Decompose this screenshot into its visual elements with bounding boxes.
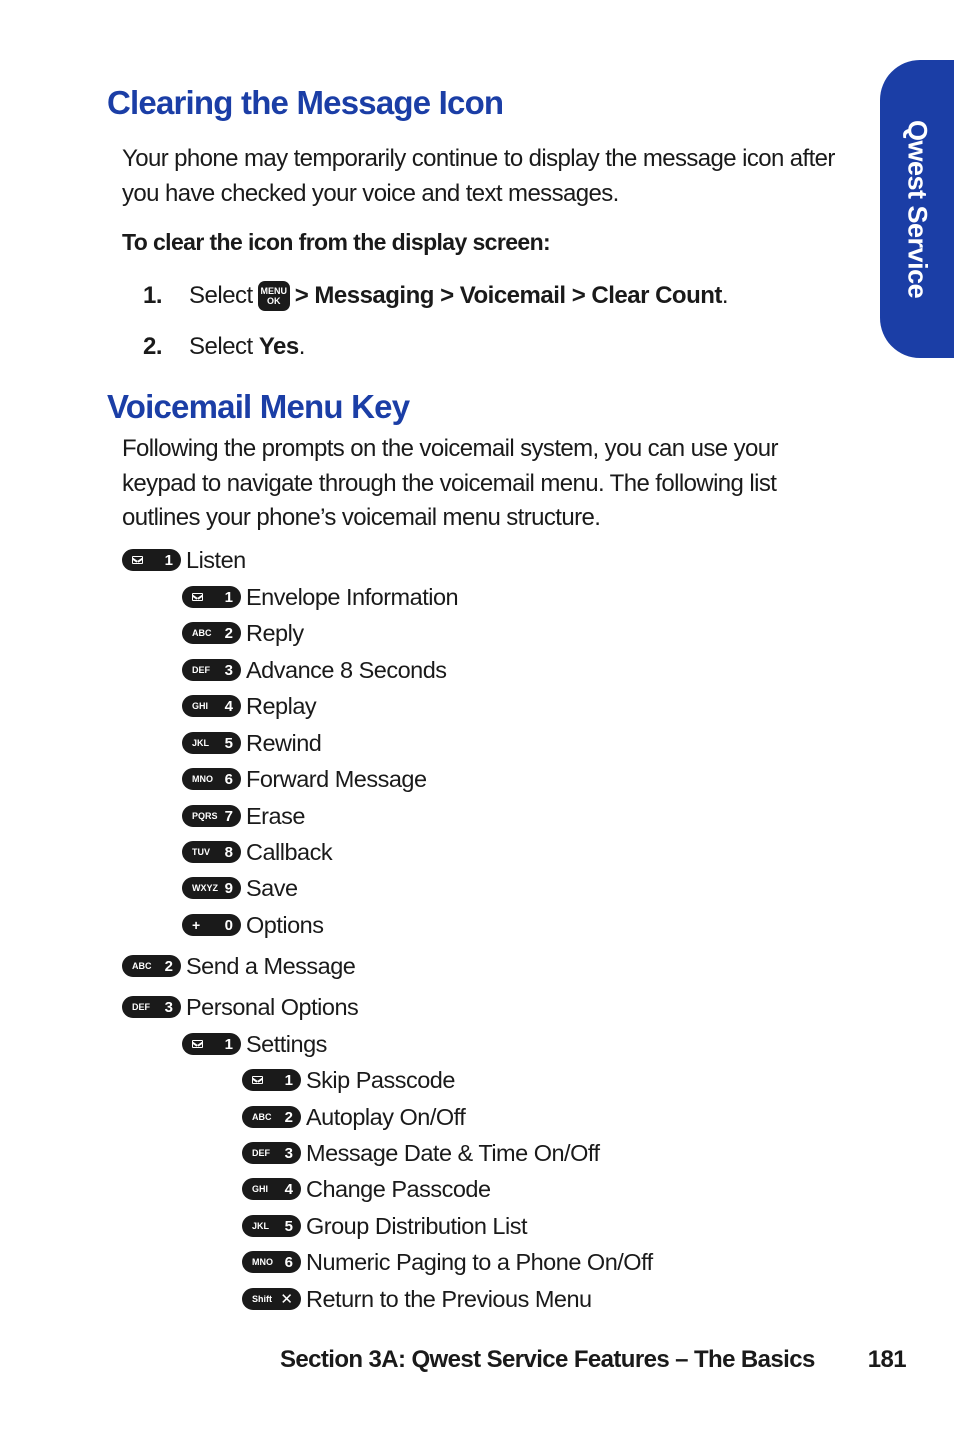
step-prefix: Select (189, 282, 253, 309)
key-letters: MNO (192, 774, 213, 784)
menu-item-label: Rewind (246, 729, 322, 756)
clearing-heading: Clearing the Message Icon (107, 84, 504, 121)
step-number: 2. (143, 333, 163, 360)
keypad-key-icon (122, 549, 181, 571)
menu-item-label: Return to the Previous Menu (306, 1285, 592, 1312)
menu-item (182, 616, 304, 650)
menu-item (182, 908, 324, 942)
menu-item-label: Autoplay On/Off (306, 1103, 466, 1130)
keypad-key-icon (182, 695, 241, 717)
key-digit: 2 (164, 957, 173, 975)
key-letters: MNO (252, 1257, 273, 1267)
side-tab-label: Qwest Service (902, 119, 933, 299)
keypad-key-icon (182, 768, 241, 790)
menu-item (122, 949, 355, 983)
key-digit: 9 (224, 879, 233, 897)
clearing-instruction: To clear the icon from the display screen: (122, 229, 551, 255)
keypad-key-icon (182, 659, 241, 681)
menu-item (122, 990, 358, 1024)
key-letters: DEF (252, 1148, 270, 1158)
clearing-intro: Your phone may temporarily continue to display the message icon after you have checked your voice and text messages. (122, 145, 835, 207)
key-letters: GHI (192, 701, 209, 711)
menu-item-label: Forward Message (246, 765, 427, 792)
key-digit: 3 (284, 1144, 293, 1162)
key-digit: 3 (224, 661, 233, 679)
key-letters: DEF (132, 1002, 150, 1012)
keypad-key-icon (242, 1251, 301, 1273)
menu-item-label: Options (246, 911, 324, 938)
key-letters: ABC (192, 628, 212, 638)
menu-item-label: Personal Options (186, 993, 359, 1020)
keypad-key-icon (182, 622, 241, 644)
step-number: 1. (143, 282, 163, 309)
menu-item (182, 653, 447, 687)
menu-item (182, 726, 321, 760)
key-digit: 4 (224, 697, 233, 715)
envelope-icon (132, 556, 143, 564)
keypad-key-icon (182, 877, 241, 899)
menu-item-label: Save (246, 874, 298, 901)
menu-item (242, 1136, 600, 1170)
keypad-key-icon (182, 805, 241, 827)
keypad-key-icon (122, 996, 181, 1018)
menu-item-label: Listen (186, 546, 246, 573)
section-side-tab (880, 60, 954, 358)
keypad-key-icon (242, 1288, 301, 1310)
page-footer (280, 1346, 906, 1374)
key-letters: ABC (132, 961, 152, 971)
key-digit: 7 (224, 807, 233, 825)
key-letters: TUV (192, 847, 210, 857)
keypad-key-icon (242, 1142, 301, 1164)
key-letters: JKL (252, 1221, 270, 1231)
keypad-key-icon (242, 1069, 301, 1091)
key-digit: ✕ (280, 1291, 293, 1308)
key-digit: 1 (224, 1035, 233, 1053)
footer-section-title: Section 3A: Qwest Service Features – The Basics (280, 1346, 815, 1373)
key-digit: 5 (224, 734, 233, 752)
menu-item (182, 799, 305, 833)
page-number: 181 (867, 1346, 906, 1373)
menu-item (182, 1027, 327, 1061)
menu-item (242, 1172, 491, 1206)
envelope-icon (192, 593, 203, 601)
keypad-key-icon (242, 1178, 301, 1200)
menu-ok-key-icon (258, 281, 290, 311)
menu-item (242, 1063, 455, 1097)
menu-item (182, 580, 458, 614)
step-prefix: Select (189, 333, 253, 360)
step-1 (143, 279, 728, 313)
keypad-key-icon (182, 841, 241, 863)
step-suffix: . (721, 282, 729, 309)
envelope-icon (192, 1040, 203, 1048)
step-2 (143, 330, 305, 364)
key-letters: Shift (252, 1294, 272, 1304)
voicemail-heading: Voicemail Menu Key (107, 388, 410, 425)
keypad-key-icon (182, 914, 241, 936)
menu-item-label: Callback (246, 838, 333, 865)
key-letters: JKL (192, 738, 210, 748)
menu-item-label: Settings (246, 1030, 327, 1057)
key-letters: DEF (192, 665, 210, 675)
keypad-key-icon (182, 1033, 241, 1055)
menu-item-label: Advance 8 Seconds (246, 656, 447, 683)
menu-item-label: Message Date & Time On/Off (306, 1139, 600, 1166)
menu-path: > Messaging > Voicemail > Clear Count (294, 282, 722, 309)
menu-item-label: Skip Passcode (306, 1066, 455, 1093)
keypad-key-icon (122, 955, 181, 977)
key-digit: 4 (284, 1180, 293, 1198)
key-digit: 6 (224, 770, 233, 788)
key-digit: 6 (284, 1253, 293, 1271)
keypad-key-icon (182, 732, 241, 754)
key-digit: 1 (224, 588, 233, 606)
menu-item-label: Numeric Paging to a Phone On/Off (306, 1248, 653, 1275)
menu-item-label: Group Distribution List (306, 1212, 527, 1239)
key-letters: + (192, 917, 201, 933)
menu-item (182, 762, 427, 796)
key-digit: 0 (224, 916, 233, 934)
menu-item (182, 689, 316, 723)
menu-key-top-label: MENU (260, 286, 287, 296)
keypad-key-icon (242, 1215, 301, 1237)
menu-item (242, 1282, 592, 1316)
menu-item-label: Erase (246, 802, 305, 829)
menu-item (242, 1245, 653, 1279)
step-suffix: . (298, 333, 305, 360)
menu-item (242, 1100, 465, 1134)
key-letters: WXYZ (192, 883, 218, 893)
menu-item (122, 543, 246, 577)
key-digit: 2 (224, 624, 233, 642)
voicemail-intro: Following the prompts on the voicemail system, you can use your keypad to navigate through the voicemail menu. The following list outlines your phone’s voicemail menu structure. (122, 435, 778, 531)
menu-item-label: Replay (246, 692, 317, 719)
key-letters: PQRS (192, 811, 218, 821)
menu-item-label: Reply (246, 619, 304, 646)
menu-item-label: Envelope Information (246, 583, 459, 610)
menu-item (182, 835, 332, 869)
menu-item-label: Change Passcode (306, 1175, 491, 1202)
key-digit: 1 (164, 551, 173, 569)
key-digit: 1 (284, 1071, 293, 1089)
step-value: Yes (258, 333, 299, 360)
key-digit: 3 (164, 998, 173, 1016)
keypad-key-icon (242, 1106, 301, 1128)
key-digit: 8 (224, 843, 233, 861)
menu-key-bottom-label: OK (266, 296, 281, 306)
menu-item-label: Send a Message (186, 952, 356, 979)
menu-item (182, 871, 298, 905)
key-digit: 5 (284, 1217, 293, 1235)
key-digit: 2 (284, 1108, 293, 1126)
envelope-icon (252, 1076, 263, 1084)
key-letters: ABC (252, 1112, 272, 1122)
keypad-key-icon (182, 586, 241, 608)
key-letters: GHI (252, 1184, 269, 1194)
menu-item (242, 1209, 527, 1243)
